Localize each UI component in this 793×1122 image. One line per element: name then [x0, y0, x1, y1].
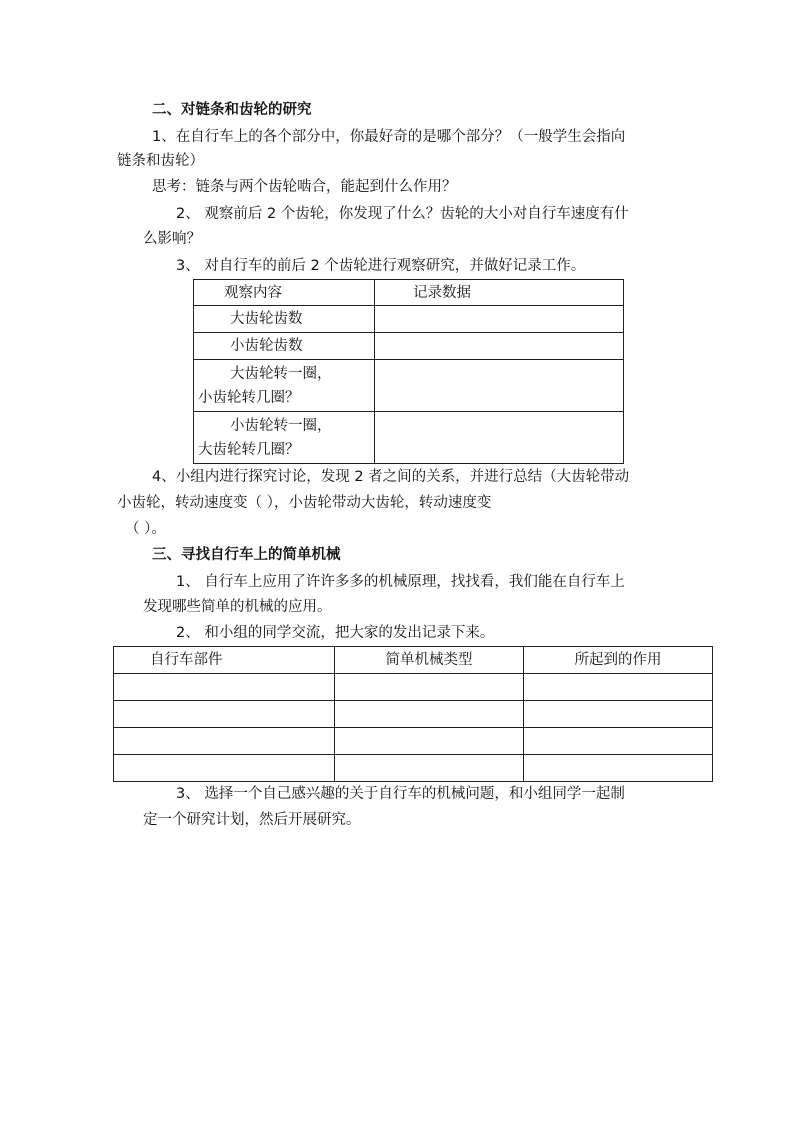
machine-type-cell[interactable]: [335, 755, 524, 782]
table-header-row: [114, 647, 713, 674]
section2-q4-line3: （ ）。: [125, 521, 166, 537]
section2-q1-line1: 1、在自行车上的各个部分中，你最好奇的是哪个部分？（一般学生会指向: [152, 129, 626, 145]
record-cell[interactable]: [375, 333, 624, 360]
section2-q4-line2: 小齿轮，转动速度变（ ），小齿轮带动大齿轮，转动速度变: [117, 495, 492, 511]
section2-q2-line1: 2、 观察前后 2 个齿轮，你发现了什么？齿轮的大小对自行车速度有什: [176, 206, 629, 222]
header-function: 所起到的作用: [524, 647, 713, 674]
bike-part-cell[interactable]: [114, 674, 335, 701]
table-row: [114, 674, 713, 701]
table-row: [194, 333, 624, 360]
section3-q3-line1: 3、 选择一个自己感兴趣的关于自行车的机械问题，和小组同学一起制: [176, 786, 625, 802]
section2-think: 思考：链条与两个齿轮啮合，能起到什么作用？: [152, 179, 457, 195]
table-row: [194, 306, 624, 333]
section3-heading: 三、寻找自行车上的简单机械: [152, 547, 341, 563]
header-machine-type: 简单机械类型: [335, 647, 524, 674]
machine-type-cell[interactable]: [335, 701, 524, 728]
gear-observation-table: [193, 279, 624, 464]
bike-part-cell[interactable]: [114, 701, 335, 728]
record-cell[interactable]: [375, 412, 624, 464]
machine-type-cell[interactable]: [335, 674, 524, 701]
section3-q3-line2: 定一个研究计划，然后开展研究。: [143, 812, 361, 828]
table-header-row: [194, 280, 624, 306]
section2-q3: 3、 对自行车的前后 2 个齿轮进行观察研究，并做好记录工作。: [176, 258, 586, 274]
function-cell[interactable]: [524, 701, 713, 728]
header-record-cell: 记录数据: [375, 280, 624, 306]
section2-q1-line2: 链条和齿轮）: [117, 153, 204, 169]
row-big-gear-turn-line2: 小齿轮转几圈？: [198, 389, 300, 406]
section2-heading: 二、对链条和齿轮的研究: [152, 102, 312, 118]
section3-q2: 2、 和小组的同学交流，把大家的发出记录下来。: [176, 625, 495, 641]
row-big-gear-teeth: 大齿轮齿数: [194, 306, 375, 333]
table-row: [114, 728, 713, 755]
table-row: [194, 360, 624, 412]
machine-type-cell[interactable]: [335, 728, 524, 755]
function-cell[interactable]: [524, 674, 713, 701]
record-cell[interactable]: [375, 306, 624, 333]
table-row: [194, 412, 624, 464]
row-small-gear-turn-line1: 小齿轮转一圈，: [230, 417, 332, 434]
row-small-gear-turn: [194, 412, 375, 464]
row-small-gear-teeth: 小齿轮齿数: [194, 333, 375, 360]
record-cell[interactable]: [375, 360, 624, 412]
section3-q1-line2: 发现哪些简单的机械的应用。: [143, 599, 332, 615]
bike-part-cell[interactable]: [114, 728, 335, 755]
section3-q1-line1: 1、 自行车上应用了许许多多的机械原理，找找看，我们能在自行车上: [176, 574, 625, 590]
row-big-gear-turn-line1: 大齿轮转一圈，: [230, 365, 332, 382]
row-small-gear-turn-line2: 大齿轮转几圈？: [198, 441, 300, 458]
table-row: [114, 701, 713, 728]
function-cell[interactable]: [524, 755, 713, 782]
bike-part-cell[interactable]: [114, 755, 335, 782]
simple-machine-table: [113, 646, 713, 782]
table-row: [114, 755, 713, 782]
row-big-gear-turn: [194, 360, 375, 412]
section2-q2-line2: 么影响？: [143, 231, 201, 247]
section2-q4-line1: 4、小组内进行探究讨论，发现 2 者之间的关系，并进行总结（大齿轮带动: [152, 469, 630, 485]
header-bike-part: 自行车部件: [114, 647, 335, 674]
function-cell[interactable]: [524, 728, 713, 755]
header-content-cell: 观察内容: [194, 280, 375, 306]
